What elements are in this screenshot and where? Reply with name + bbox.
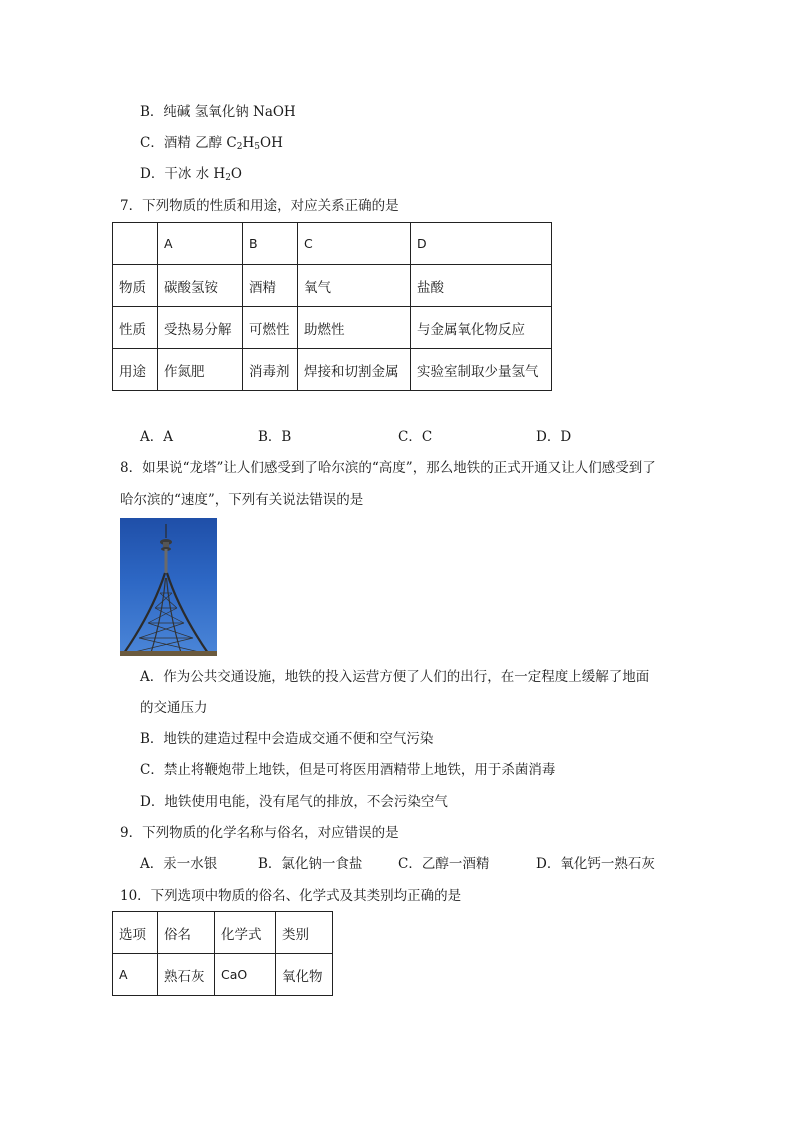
q9-option-b: B．氯化钠一食盐 [258, 856, 363, 872]
q7-stem: 7．下列物质的性质和用途，对应关系正确的是 [120, 198, 399, 214]
table-cell: A [158, 223, 243, 265]
table-cell: 熟石灰 [158, 954, 215, 996]
table-row [113, 307, 552, 349]
q8-option-a-line2: 的交通压力 [140, 700, 208, 716]
table-cell: 焊接和切割金属 [298, 349, 411, 391]
table-cell: 碳酸氢铵 [158, 265, 243, 307]
table-cell: 用途 [113, 349, 158, 391]
table-cell: 可燃性 [243, 307, 298, 349]
table-cell: A [113, 954, 158, 996]
table-cell: B [243, 223, 298, 265]
table-cell: 与金属氧化物反应 [411, 307, 552, 349]
table-cell: 俗名 [158, 912, 215, 954]
q7-option-a: A．A [140, 429, 173, 445]
q6-option-d-sub1: 2 [225, 173, 231, 183]
table-cell: 类别 [276, 912, 333, 954]
q7-option-d: D．D [536, 429, 572, 445]
tower-illustration [120, 518, 217, 656]
table-cell [113, 223, 158, 265]
table-cell: 氧化物 [276, 954, 333, 996]
q6-option-d-suffix: O [230, 166, 242, 182]
table-cell: 盐酸 [411, 265, 552, 307]
dragon-tower-photo [120, 518, 217, 656]
q8-option-b: B．地铁的建造过程中会造成交通不便和空气污染 [140, 731, 434, 747]
table-cell: 消毒剂 [243, 349, 298, 391]
table-row [113, 265, 552, 307]
table-cell: C [298, 223, 411, 265]
q6-option-c-sub1: 2 [236, 142, 243, 152]
q6-option-c-mid: H [242, 135, 255, 151]
table-cell: 助燃性 [298, 307, 411, 349]
table-cell: 物质 [113, 265, 158, 307]
table-cell: 选项 [113, 912, 158, 954]
q6-option-d-prefix: D．干冰 水 H [140, 166, 226, 182]
table-cell: 化学式 [215, 912, 276, 954]
q6-option-c-sub2: 5 [254, 142, 260, 152]
q7-option-c: C．C [398, 429, 433, 445]
q6-option-c [140, 133, 283, 153]
q7-option-b: B．B [258, 429, 292, 445]
q8-option-a-line1: A．作为公共交通设施，地铁的投入运营方便了人们的出行，在一定程度上缓解了地面 [140, 669, 650, 685]
table-row [113, 223, 552, 265]
table-cell: 性质 [113, 307, 158, 349]
table-cell: 受热易分解 [158, 307, 243, 349]
q9-option-d: D．氧化钙一熟石灰 [536, 856, 655, 872]
q8-option-c: C．禁止将鞭炮带上地铁，但是可将医用酒精带上地铁，用于杀菌消毒 [140, 762, 556, 778]
table-cell: 酒精 [243, 265, 298, 307]
table-cell: CaO [215, 954, 276, 996]
q6-option-d [140, 164, 242, 184]
table-cell: 实验室制取少量氢气 [411, 349, 552, 391]
table-cell: 作氮肥 [158, 349, 243, 391]
table-row [113, 912, 333, 954]
table-row [113, 349, 552, 391]
table-row [113, 954, 333, 996]
q6-option-b: B．纯碱 氢氧化钠 NaOH [140, 104, 296, 120]
q8-stem-line1: 8．如果说“龙塔”让人们感受到了哈尔滨的“高度”，那么地铁的正式开通又让人们感受到了 [120, 460, 656, 476]
q7-table [112, 222, 552, 391]
q10-table [112, 911, 333, 996]
table-cell: D [411, 223, 552, 265]
q8-option-d: D．地铁使用电能，没有尾气的排放，不会污染空气 [140, 794, 448, 810]
q8-stem-line2: 哈尔滨的“速度”，下列有关说法错误的是 [120, 492, 364, 508]
q9-stem: 9．下列物质的化学名称与俗名，对应错误的是 [120, 825, 399, 841]
q9-option-c: C．乙醇一酒精 [398, 856, 490, 872]
q6-option-c-prefix: C．酒精 乙醇 C [140, 135, 237, 151]
table-cell: 氧气 [298, 265, 411, 307]
q10-stem: 10．下列选项中物质的俗名、化学式及其类别均正确的是 [120, 888, 462, 904]
q6-option-c-suffix: OH [260, 135, 283, 151]
q9-option-a: A．汞一水银 [140, 856, 218, 872]
